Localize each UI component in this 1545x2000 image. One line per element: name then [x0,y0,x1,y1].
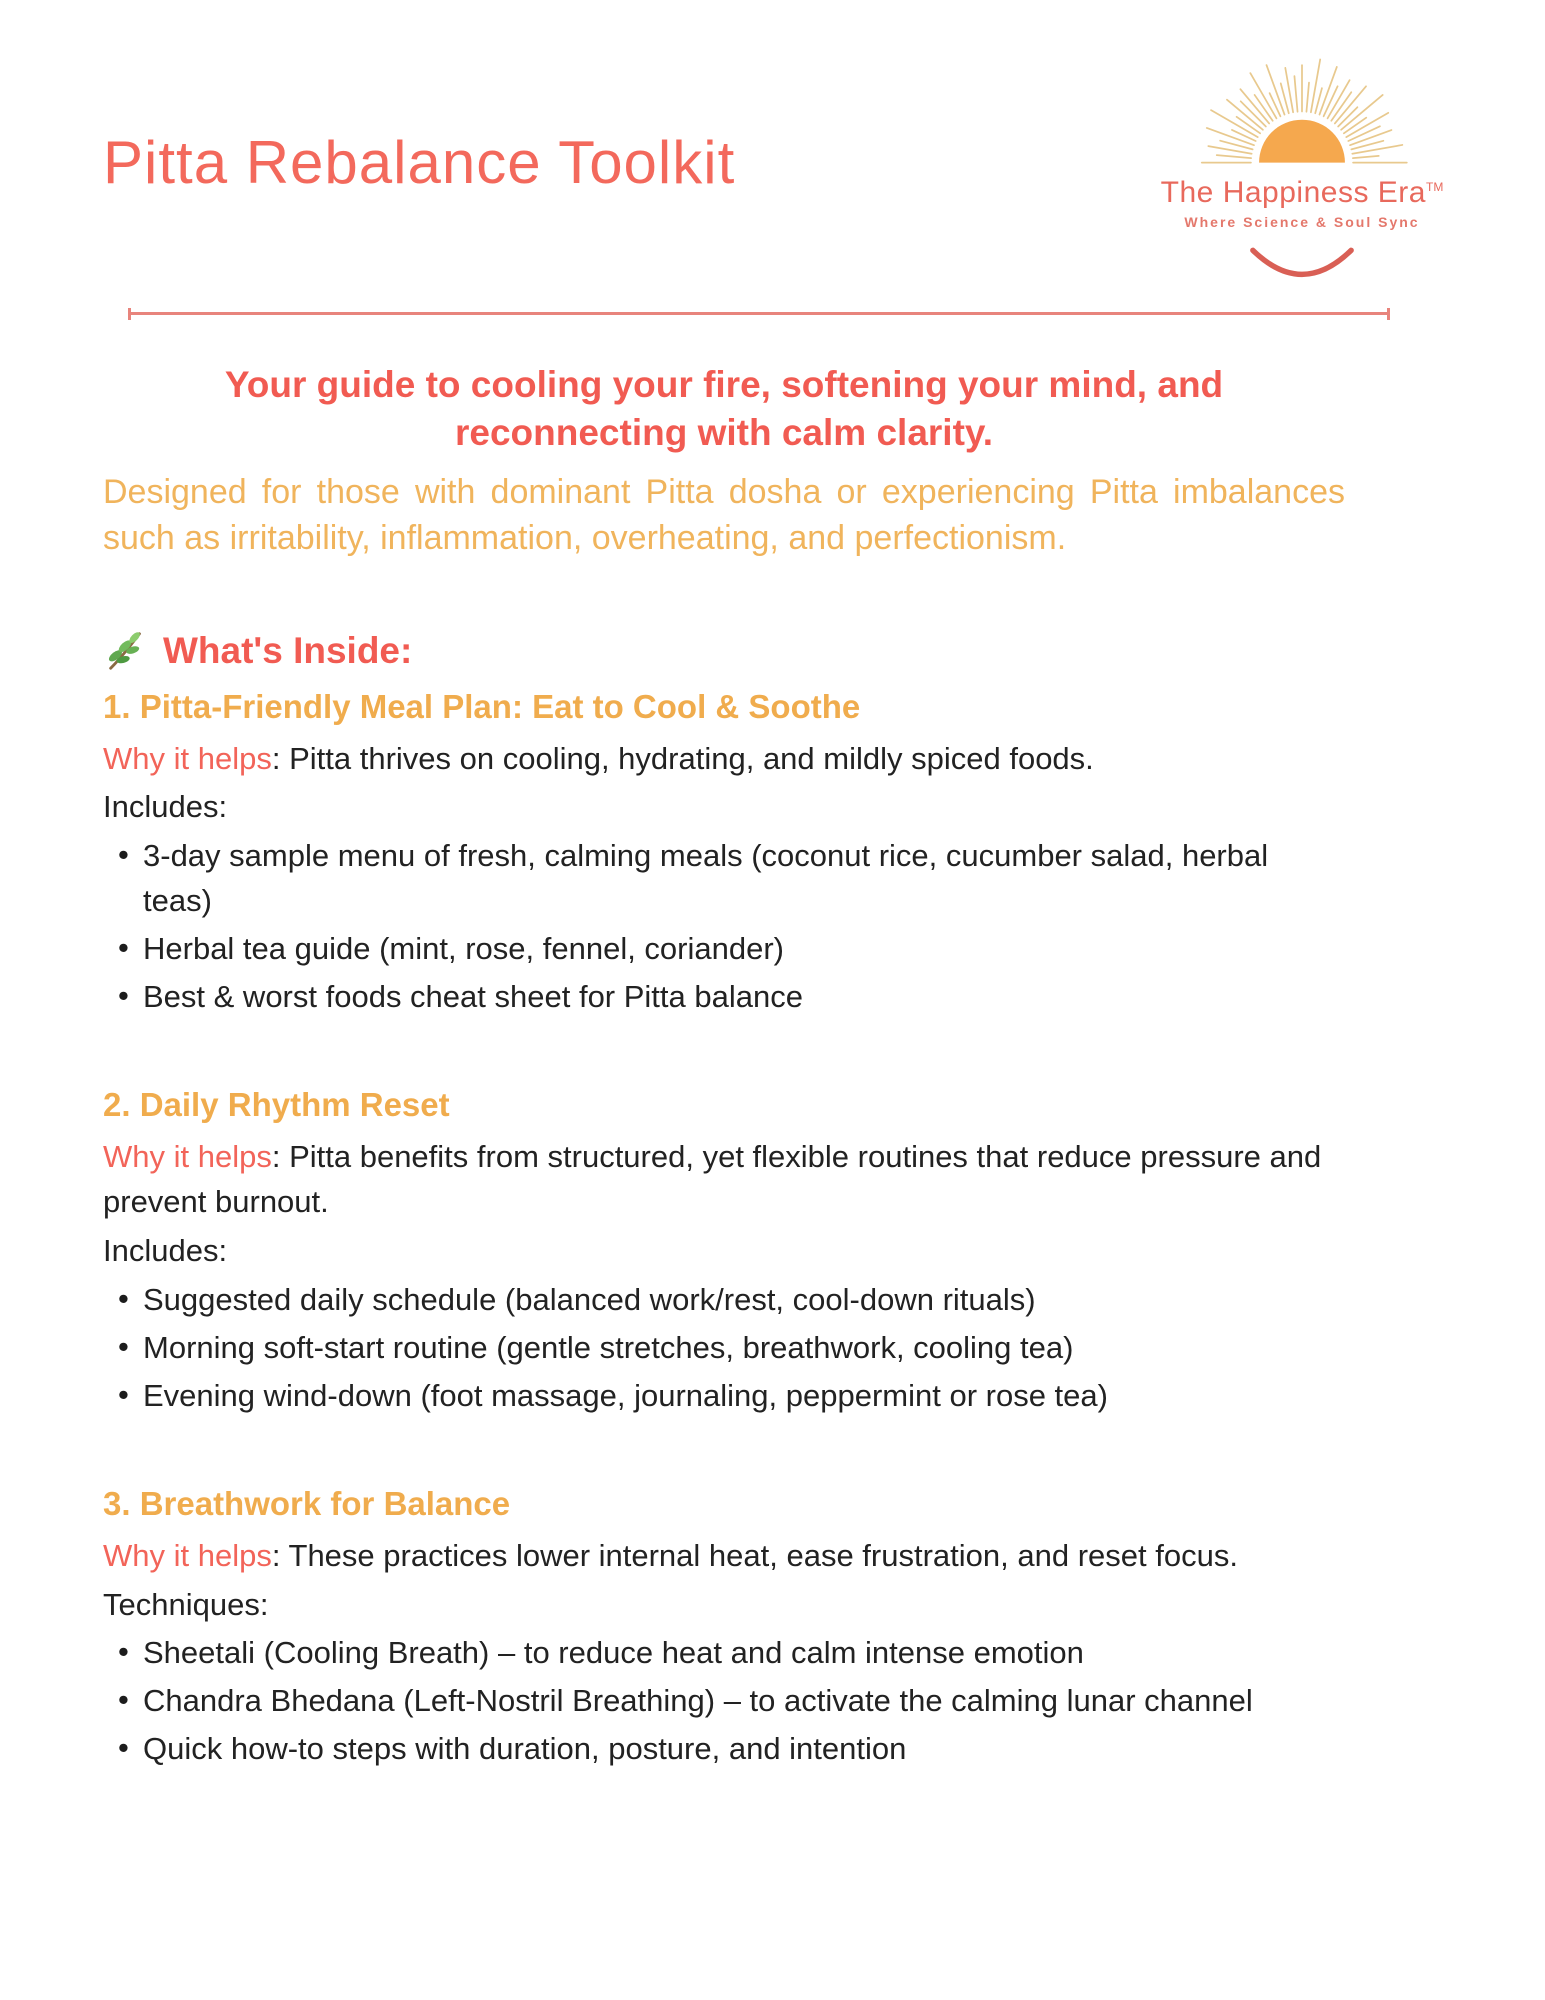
section-daily-rhythm [103,1084,1345,1419]
divider-line [128,312,1390,315]
list-item: • Best & worst foods cheat sheet for Pitta balance [103,975,1345,1020]
list-item: • Sheetali (Cooling Breath) – to reduce heat and calm intense emotion [103,1631,1345,1676]
list-label: Includes: [103,1232,228,1268]
content-column [103,361,1345,1772]
list-item: • Herbal tea guide (mint, rose, fennel, coriander) [103,927,1345,972]
intro-heading: Your guide to cooling your fire, softening your mind, and reconnecting with calm clarity. [224,364,1224,454]
section-meal-plan [103,686,1345,1021]
list-item: • Evening wind-down (foot massage, journaling, peppermint or rose tea) [103,1374,1345,1419]
list-item: • Quick how-to steps with duration, posture, and intention [103,1727,1345,1772]
trademark-symbol: TM [1425,180,1444,194]
page-header [0,0,1545,300]
list-label: Includes: [103,789,228,825]
bullet-list [103,834,1345,1020]
list-item: • Chandra Bhedana (Left-Nostril Breathing) – to activate the calming lunar channel [103,1679,1345,1724]
list-item: • Morning soft-start routine (gentle stretches, breathwork, cooling tea) [103,1326,1345,1371]
why-text: : Pitta benefits from structured, yet flexible routines that reduce pressure and prevent burnout. [103,1139,1322,1219]
why-text: : These practices lower internal heat, ease frustration, and reset focus. [271,1537,1238,1573]
list-label: Techniques: [103,1586,269,1622]
brand-name [1137,178,1467,208]
why-it-helps [103,737,1345,782]
sunrise-icon [1167,42,1437,180]
smile-arc-icon [1243,243,1361,289]
intro-description: Designed for those with dominant Pitta dosha or experiencing Pitta imbalances such as irritability, inflammation, overheating, and perfectionism. [103,473,1345,558]
whats-inside-heading [103,628,1345,674]
herb-icon [103,628,149,674]
brand-logo [1137,42,1467,289]
section-heading: 3. Breathwork for Balance [103,1484,511,1522]
page-title: Pitta Rebalance Toolkit [103,129,736,196]
why-it-helps [103,1135,1345,1225]
bullet-list [103,1278,1345,1419]
why-label: Why it helps [103,1139,272,1175]
whats-inside-label: What's Inside: [163,629,413,671]
list-item: • 3-day sample menu of fresh, calming meals (coconut rice, cucumber salad, herbal teas) [103,834,1345,924]
section-heading: 1. Pitta-Friendly Meal Plan: Eat to Cool & Soothe [103,687,861,725]
bullet-list [103,1631,1345,1772]
why-label: Why it helps [103,1537,272,1573]
list-item: • Suggested daily schedule (balanced work/rest, cool-down rituals) [103,1278,1345,1323]
why-text: : Pitta thrives on cooling, hydrating, and mildly spiced foods. [271,740,1094,776]
section-breathwork [103,1483,1345,1773]
brand-text: The Happiness Era [1160,176,1426,209]
why-label: Why it helps [103,740,272,776]
brand-tagline: Where Science & Soul Sync [1184,214,1420,230]
section-heading: 2. Daily Rhythm Reset [103,1086,450,1124]
why-it-helps [103,1534,1345,1579]
